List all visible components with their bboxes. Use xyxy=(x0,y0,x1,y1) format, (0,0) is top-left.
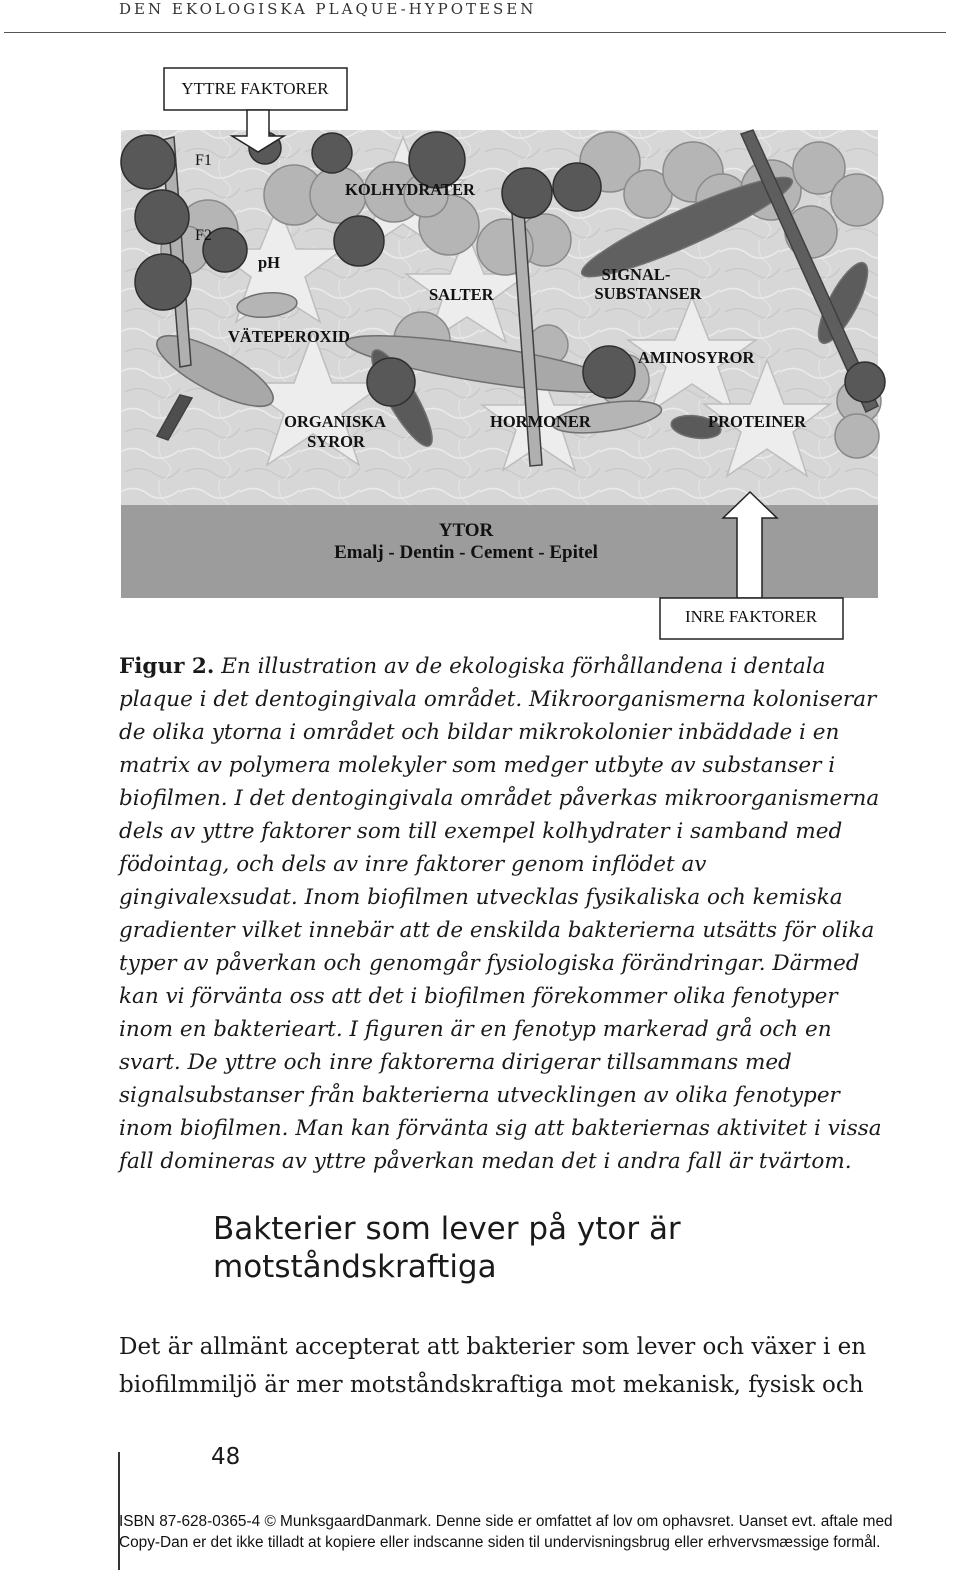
cell-dark xyxy=(845,362,885,402)
cell-light xyxy=(835,414,879,458)
label-f1: F1 xyxy=(195,152,212,169)
cell-dark xyxy=(135,254,191,310)
cell-dark xyxy=(334,216,384,266)
label-yttre-faktorer: YTTRE FAKTORER xyxy=(181,79,329,98)
label-syror: SYROR xyxy=(307,432,365,451)
figure-caption xyxy=(119,650,889,1178)
section-heading: Bakterier som lever på ytor är motståndskraftiga xyxy=(213,1211,681,1285)
body-paragraph: Det är allmänt accepterat att bakterier som lever och växer i en biofilmmiljö är mer motståndskraftiga mot mekanisk, fysisk och xyxy=(119,1334,867,1398)
copyright-footer xyxy=(119,1511,960,1553)
label-aminosyror: AMINOSYROR xyxy=(638,348,755,367)
cell-dark xyxy=(135,190,189,244)
cell-dark xyxy=(121,135,175,189)
label-ph: pH xyxy=(258,253,281,272)
plaque-illustration xyxy=(0,0,960,645)
label-hormoner: HORMONER xyxy=(490,412,591,431)
cell-dark xyxy=(553,163,601,211)
caption-text: En illustration av de ekologiska förhållandena i dentala plaque i det dentogingivala området. Mikroorganismerna koloniserar de olika ytorna i området och bildar mikrokolonier inbäddade i en matrix av polymera molekyler som medger utbyte av substanser i biofilmen. I det dentogingivala området påverkas mikroorganismerna dels av yttre faktorer som till exempel kolhydrater i samband med födointag, och dels av inre faktorer genom inflödet av gingivalexsudat. Inom biofilmen utvecklas fysikaliska och kemiska gradienter vilket innebär att de enskilda bakterierna utsätts för olika typer av påverkan och genomgår fysiologiska förändringar. Därmed kan vi förvänta oss att det i biofilmen förekommer olika fenotyper inom en bakterieart. I figuren är en fenotyp markerad grå och en svart. De yttre och inre faktorerna dirigerar tillsammans med signalsubstanser från bakterierna utvecklingen av olika fenotyper inom biofilmen. Man kan förvänta sig att bakteriernas aktivitet i vissa fall domineras av yttre påverkan medan det i andra fall är tvärtom. xyxy=(119,654,882,1174)
figure-label: Figur 2. xyxy=(119,654,215,679)
running-head: DEN EKOLOGISKA PLAQUE-HYPOTESEN xyxy=(119,0,537,18)
label-proteiner: PROTEINER xyxy=(708,412,807,431)
label-vateperoxid: VÄTEPEROXID xyxy=(228,327,350,346)
cell-dark xyxy=(583,346,635,398)
label-signal-1: SIGNAL- xyxy=(601,265,671,284)
label-inre-faktorer: INRE FAKTORER xyxy=(684,607,818,626)
label-salter: SALTER xyxy=(429,285,494,304)
cell-dark xyxy=(312,133,352,173)
footer-line-1: ISBN 87-628-0365-4 © MunksgaardDanmark. Denne side er omfattet af lov om ophavsret. Uanset evt. aftale med xyxy=(119,1513,893,1530)
label-signal-2: SUBSTANSER xyxy=(594,284,702,303)
label-kolhydrater: KOLHYDRATER xyxy=(345,180,475,199)
page-number: 48 xyxy=(211,1444,241,1470)
cell-dark xyxy=(367,358,415,406)
label-surface-types: Emalj - Dentin - Cement - Epitel xyxy=(334,542,598,563)
label-f2: F2 xyxy=(195,227,212,244)
cell-dark xyxy=(502,168,552,218)
label-ytor: YTOR xyxy=(438,520,494,541)
figure-2 xyxy=(0,0,960,645)
cell-light xyxy=(831,174,883,226)
label-organiska: ORGANISKA xyxy=(284,412,386,431)
footer-line-2: Copy-Dan er det ikke tilladt at kopiere eller indscanne siden til undervisningsbrug eller erhvervsmæssige formål. xyxy=(119,1534,881,1551)
